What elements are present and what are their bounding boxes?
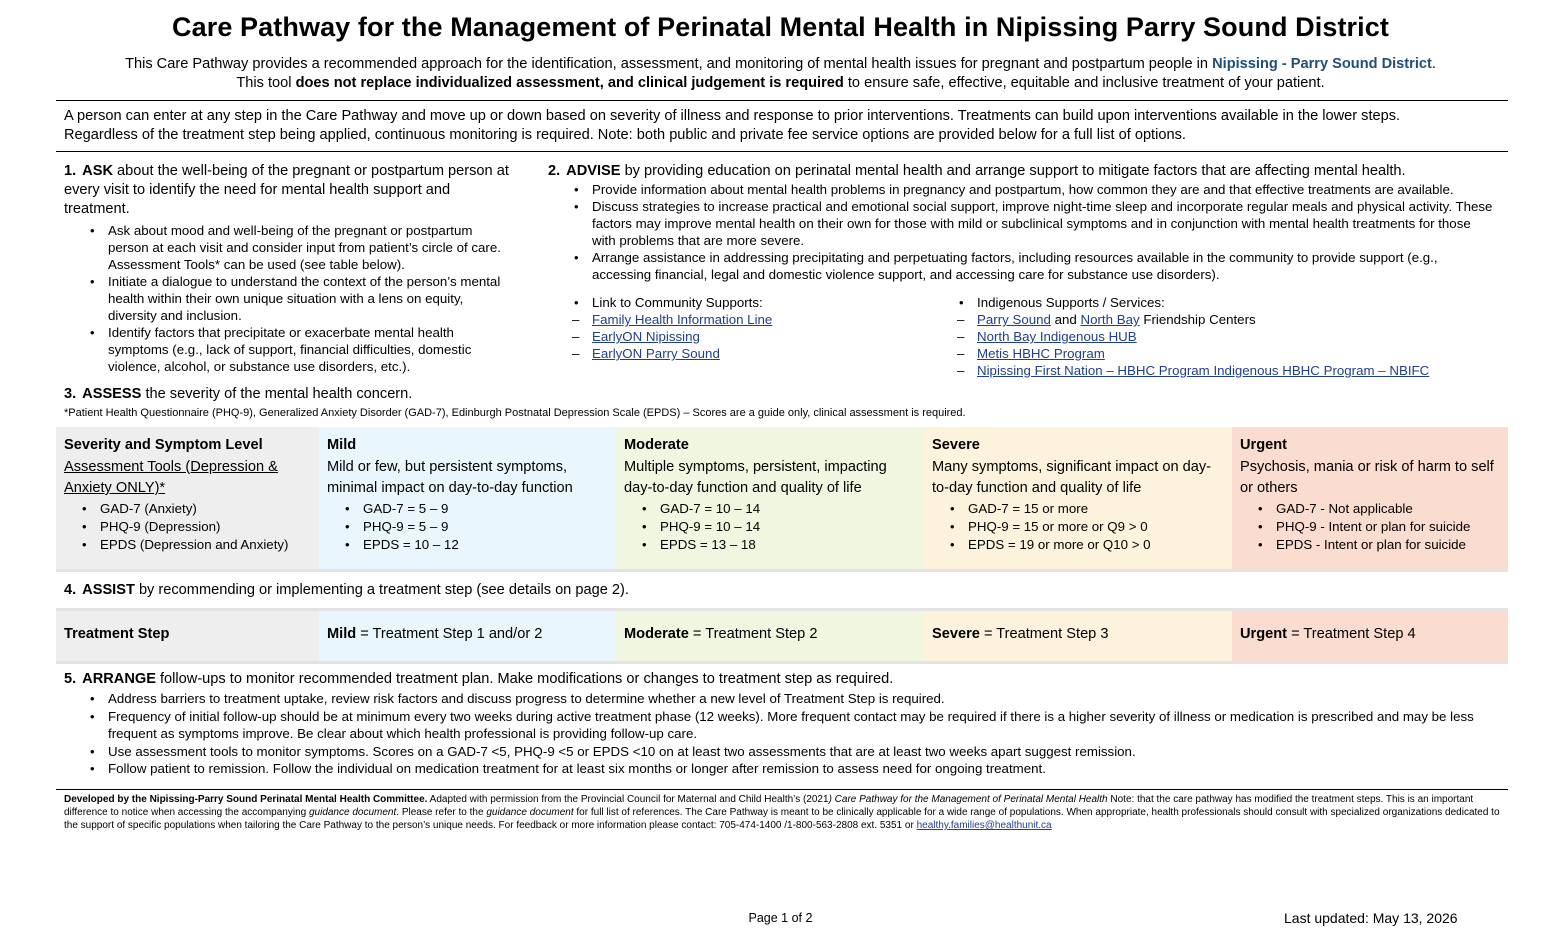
indigenous-link-item [955, 362, 1495, 379]
indigenous-links [955, 311, 1495, 379]
score-item: • EPDS = 13 – 18 [638, 536, 916, 554]
advise-bullets [570, 181, 1493, 283]
indigenous-supports [955, 294, 1495, 379]
entry-paragraph [64, 107, 1504, 145]
community-list [570, 294, 940, 311]
tool-item: • PHQ-9 (Depression) [78, 518, 311, 536]
severity-moderate-cell [616, 427, 924, 569]
assess-keyword: ASSESS [82, 386, 142, 402]
assist-number: 4. [64, 582, 77, 598]
credits-text: Note: that the care pathway has modified the treatment steps. This is an important difference to notice when accessing the accompanying [64, 794, 1474, 818]
assess-text: the severity of the mental health concern. [141, 386, 413, 402]
arrange-text: follow-ups to monitor recommended treatment plan. Make modifications or changes to treatment step as required. [155, 671, 894, 687]
assist-text: by recommending or implementing a treatment step (see details on page 2). [134, 582, 629, 598]
severity-label-cell [56, 427, 319, 569]
score-item: • EPDS = 10 – 12 [341, 536, 608, 554]
arrange-number: 5. [64, 671, 77, 687]
step-text: = Treatment Step 3 [979, 626, 1109, 642]
community-link-item [570, 328, 940, 345]
intro2-bold: does not replace individualized assessment, and clinical judgement is required [295, 75, 844, 91]
community-link-item [570, 311, 940, 328]
step-text: = Treatment Step 2 [688, 626, 818, 642]
credits-text: . Please refer to the [396, 807, 487, 818]
arrange-bullet: • Use assessment tools to monitor symptoms. Scores on a GAD-7 <5, PHQ-9 <5 or EPDS <10 on at least two assessments that are at least two weeks apart suggest remission. [86, 743, 1504, 761]
level-name: Moderate [624, 437, 689, 453]
advise-bullet: • Arrange assistance in addressing precipitating and perpetuating factors, including resources available in the community to provide support (e.g., accessing financial, legal and domestic violence support, and accessing care for substance use disorders). [570, 249, 1493, 283]
treatment-step-table [56, 608, 1508, 664]
link-earlyon-nipissing[interactable]: EarlyON Nipissing [592, 329, 700, 344]
level-name: Urgent [1240, 437, 1288, 453]
indigenous-link-item [955, 311, 1495, 328]
score-item: • GAD-7 = 15 or more [946, 500, 1224, 518]
step-advise [548, 162, 1493, 283]
score-list [638, 500, 916, 554]
score-item: • EPDS - Intent or plan for suicide [1254, 536, 1500, 554]
advise-bullet: • Discuss strategies to increase practical and emotional social support, improve night-time sleep and incorporate regular meals and physical activity. These factors may improve mental health on their own for those with mild or subclinical symptoms and in conjunction with mental health treatments for those with problems that are more severe. [570, 198, 1493, 249]
step-severe-cell [924, 611, 1232, 661]
community-supports [570, 294, 940, 362]
severity-severe-cell [924, 427, 1232, 569]
indigenous-link-item [955, 345, 1495, 362]
score-list [946, 500, 1224, 554]
district-name: Nipissing - Parry Sound District [1212, 56, 1432, 72]
email-link[interactable]: healthy.families@healthunit.ca [916, 820, 1052, 831]
step-level: Mild [327, 626, 357, 642]
score-item: • PHQ-9 = 15 or more or Q9 > 0 [946, 518, 1224, 536]
advise-number: 2. [548, 163, 561, 179]
advise-text: by providing education on perinatal mental health and arrange support to mitigate factors that are affecting mental health. [620, 163, 1406, 179]
intro2-text: This tool [236, 75, 296, 91]
level-name: Severe [932, 437, 980, 453]
credits-italic: guidance document [308, 807, 397, 818]
score-item: • PHQ-9 - Intent or plan for suicide [1254, 518, 1500, 536]
tool-item: • GAD-7 (Anxiety) [78, 500, 311, 518]
level-desc: Mild or few, but persistent symptoms, minimal impact on day-to-day function [327, 458, 573, 496]
severity-table [56, 427, 1508, 572]
ask-number: 1. [64, 163, 77, 179]
advise-keyword: ADVISE [566, 163, 621, 179]
advise-bullet: • Provide information about mental health problems in pregnancy and postpartum, how common they are and that effective treatments are available. [570, 181, 1493, 198]
assess-footnote: *Patient Health Questionnaire (PHQ-9), Generalized Anxiety Disorder (GAD-7), Edinburgh Postnatal Depression Scale (EPDS) – Scores are a guide only, clinical assessment is required. [64, 407, 966, 419]
score-item: • EPDS = 19 or more or Q10 > 0 [946, 536, 1224, 554]
credits-text: Adapted with permission from the Provincial Council for Maternal and Child Health’s (2021 [427, 794, 829, 805]
step-moderate-cell [616, 611, 924, 661]
step-text: = Treatment Step 4 [1287, 626, 1416, 642]
ask-keyword: ASK [82, 163, 113, 179]
link-earlyon-parry-sound[interactable]: EarlyON Parry Sound [592, 346, 720, 361]
step-level: Severe [932, 626, 980, 642]
intro-period: . [1431, 56, 1436, 72]
level-desc: Psychosis, mania or risk of harm to self or others [1240, 458, 1494, 496]
divider-top [56, 100, 1508, 101]
and-text: and [1050, 312, 1081, 327]
community-label: • Link to Community Supports: [570, 294, 940, 311]
ask-bullet: • Identify factors that precipitate or exacerbate mental health symptoms (e.g., lack of support, financial difficulties, domestic violence, alcohol, or substance use disorders, etc.). [86, 324, 514, 375]
treatment-step-label [56, 611, 319, 661]
severity-urgent-cell [1232, 427, 1508, 569]
score-item: • PHQ-9 = 10 – 14 [638, 518, 916, 536]
credits-italic: ) Care Pathway for the Management of Perinatal Mental Health [828, 794, 1108, 805]
last-updated: Last updated: May 13, 2026 [1284, 910, 1458, 926]
indigenous-link-item [955, 328, 1495, 345]
friendship-centers-text: Friendship Centers [1139, 312, 1256, 327]
arrange-keyword: ARRANGE [82, 671, 156, 687]
page-title: Care Pathway for the Management of Perinatal Mental Health in Nipissing Parry Sound District [172, 12, 1389, 42]
level-name: Mild [327, 437, 357, 453]
arrange-bullets [86, 690, 1504, 778]
score-item: • GAD-7 - Not applicable [1254, 500, 1500, 518]
assist-keyword: ASSIST [82, 582, 135, 598]
score-list [341, 500, 608, 554]
step-arrange [64, 670, 1504, 778]
credits [64, 793, 1504, 832]
assist-heading [64, 581, 1064, 600]
step-mild-cell [319, 611, 616, 661]
arrange-bullet: • Follow patient to remission. Follow the individual on medication treatment for at least six months or longer after remission to assess need for ongoing treatment. [86, 760, 1504, 778]
ask-text: about the well-being of the pregnant or postpartum person at every visit to identify the need for mental health support and treatment. [64, 163, 509, 217]
community-link-item [570, 345, 940, 362]
step-level: Moderate [624, 626, 689, 642]
page-number: Page 1 of 2 [748, 911, 813, 925]
score-item: • PHQ-9 = 5 – 9 [341, 518, 608, 536]
level-desc: Multiple symptoms, persistent, impacting day-to-day function and quality of life [624, 458, 887, 496]
link-north-bay-hub[interactable]: North Bay Indigenous HUB [977, 329, 1137, 344]
arrange-bullet: • Address barriers to treatment uptake, review risk factors and discuss progress to determine whether a new level of Treatment Step is required. [86, 690, 1504, 708]
credits-bold: Developed by the Nipissing-Parry Sound Perinatal Mental Health Committee. [64, 794, 428, 805]
tool-item: • EPDS (Depression and Anxiety) [78, 536, 311, 554]
step-urgent-cell [1232, 611, 1508, 661]
entry-line-1: A person can enter at any step in the Care Pathway and move up or down based on severity of illness and response to prior interventions. Treatments can build upon interventions available in the lower steps. [64, 108, 1401, 124]
arrange-bullet: • Frequency of initial follow-up should be at minimum every two weeks during active treatment phase (12 weeks). More frequent contact may be required if there is a higher severity of illness or medication is prescribed and may be less frequent as symptoms improve. Be clear about which health professional is providing follow-up care. [86, 708, 1504, 743]
step-ask [64, 162, 514, 375]
divider-entry [56, 151, 1508, 152]
entry-line-2: Regardless of the treatment step being applied, continuous monitoring is required. Note: both public and private fee service options are provided below for a full list of options. [64, 127, 1186, 143]
arrange-heading [64, 670, 1504, 689]
link-metis-hbhc[interactable]: Metis HBHC Program [977, 346, 1105, 361]
intro-line-2 [0, 75, 1561, 91]
credits-italic: guidance document [486, 807, 574, 818]
intro-text: This Care Pathway provides a recommended approach for the identification, assessment, and monitoring of mental health issues for pregnant and postpartum people in [125, 56, 1213, 72]
tool-list [78, 500, 311, 554]
ask-bullets [86, 222, 514, 375]
advise-heading [548, 162, 1493, 181]
ask-bullet: • Ask about mood and well-being of the pregnant or postpartum person at each visit and consider input from patient’s circle of care. Assessment Tools* can be used (see table below). [86, 222, 514, 273]
severity-label-head: Severity and Symptom Level [64, 437, 263, 453]
step-text: = Treatment Step 1 and/or 2 [356, 626, 543, 642]
divider-credits [56, 789, 1508, 790]
assessment-tools-label: Assessment Tools (Depression & Anxiety ONLY)* [64, 458, 278, 496]
severity-mild-cell [319, 427, 616, 569]
link-north-bay[interactable]: North Bay [1080, 312, 1140, 327]
score-item: • GAD-7 = 10 – 14 [638, 500, 916, 518]
step-level: Urgent [1240, 626, 1288, 642]
score-list [1254, 500, 1500, 554]
ask-bullet: • Initiate a dialogue to understand the context of the person’s mental health within their own unique situation with a lens on equity, diversity and inclusion. [86, 273, 514, 324]
intro-line-1 [0, 56, 1561, 72]
step-label-text: Treatment Step [64, 626, 170, 642]
indigenous-list [955, 294, 1495, 311]
intro2-tail: to ensure safe, effective, equitable and inclusive treatment of your patient. [843, 75, 1325, 91]
score-item: • GAD-7 = 5 – 9 [341, 500, 608, 518]
indigenous-label: • Indigenous Supports / Services: [955, 294, 1495, 311]
link-parry-sound[interactable]: Parry Sound [977, 312, 1051, 327]
level-desc: Many symptoms, significant impact on day-to-day function and quality of life [932, 458, 1212, 496]
assess-number: 3. [64, 386, 77, 402]
link-family-health-line[interactable]: Family Health Information Line [592, 312, 773, 327]
ask-heading [64, 162, 514, 219]
credits-text: for full list of references. The Care Pathway is meant to be clinically applicable for a wide range of populations. When appropriate, health professionals should consult with specialized organizations dedicated to the support of specific populations when tailoring the Care Pathway to the person’s unique needs. For feedback or more information please contact: 705-474-1400 /1-800-563-2808 ext. 5351 or [64, 807, 1500, 831]
community-links [570, 311, 940, 362]
link-nipissing-first-nation-hbhc[interactable]: Nipissing First Nation – HBHC Program Indigenous HBHC Program – NBIFC [977, 363, 1430, 378]
assess-heading [64, 385, 1064, 404]
